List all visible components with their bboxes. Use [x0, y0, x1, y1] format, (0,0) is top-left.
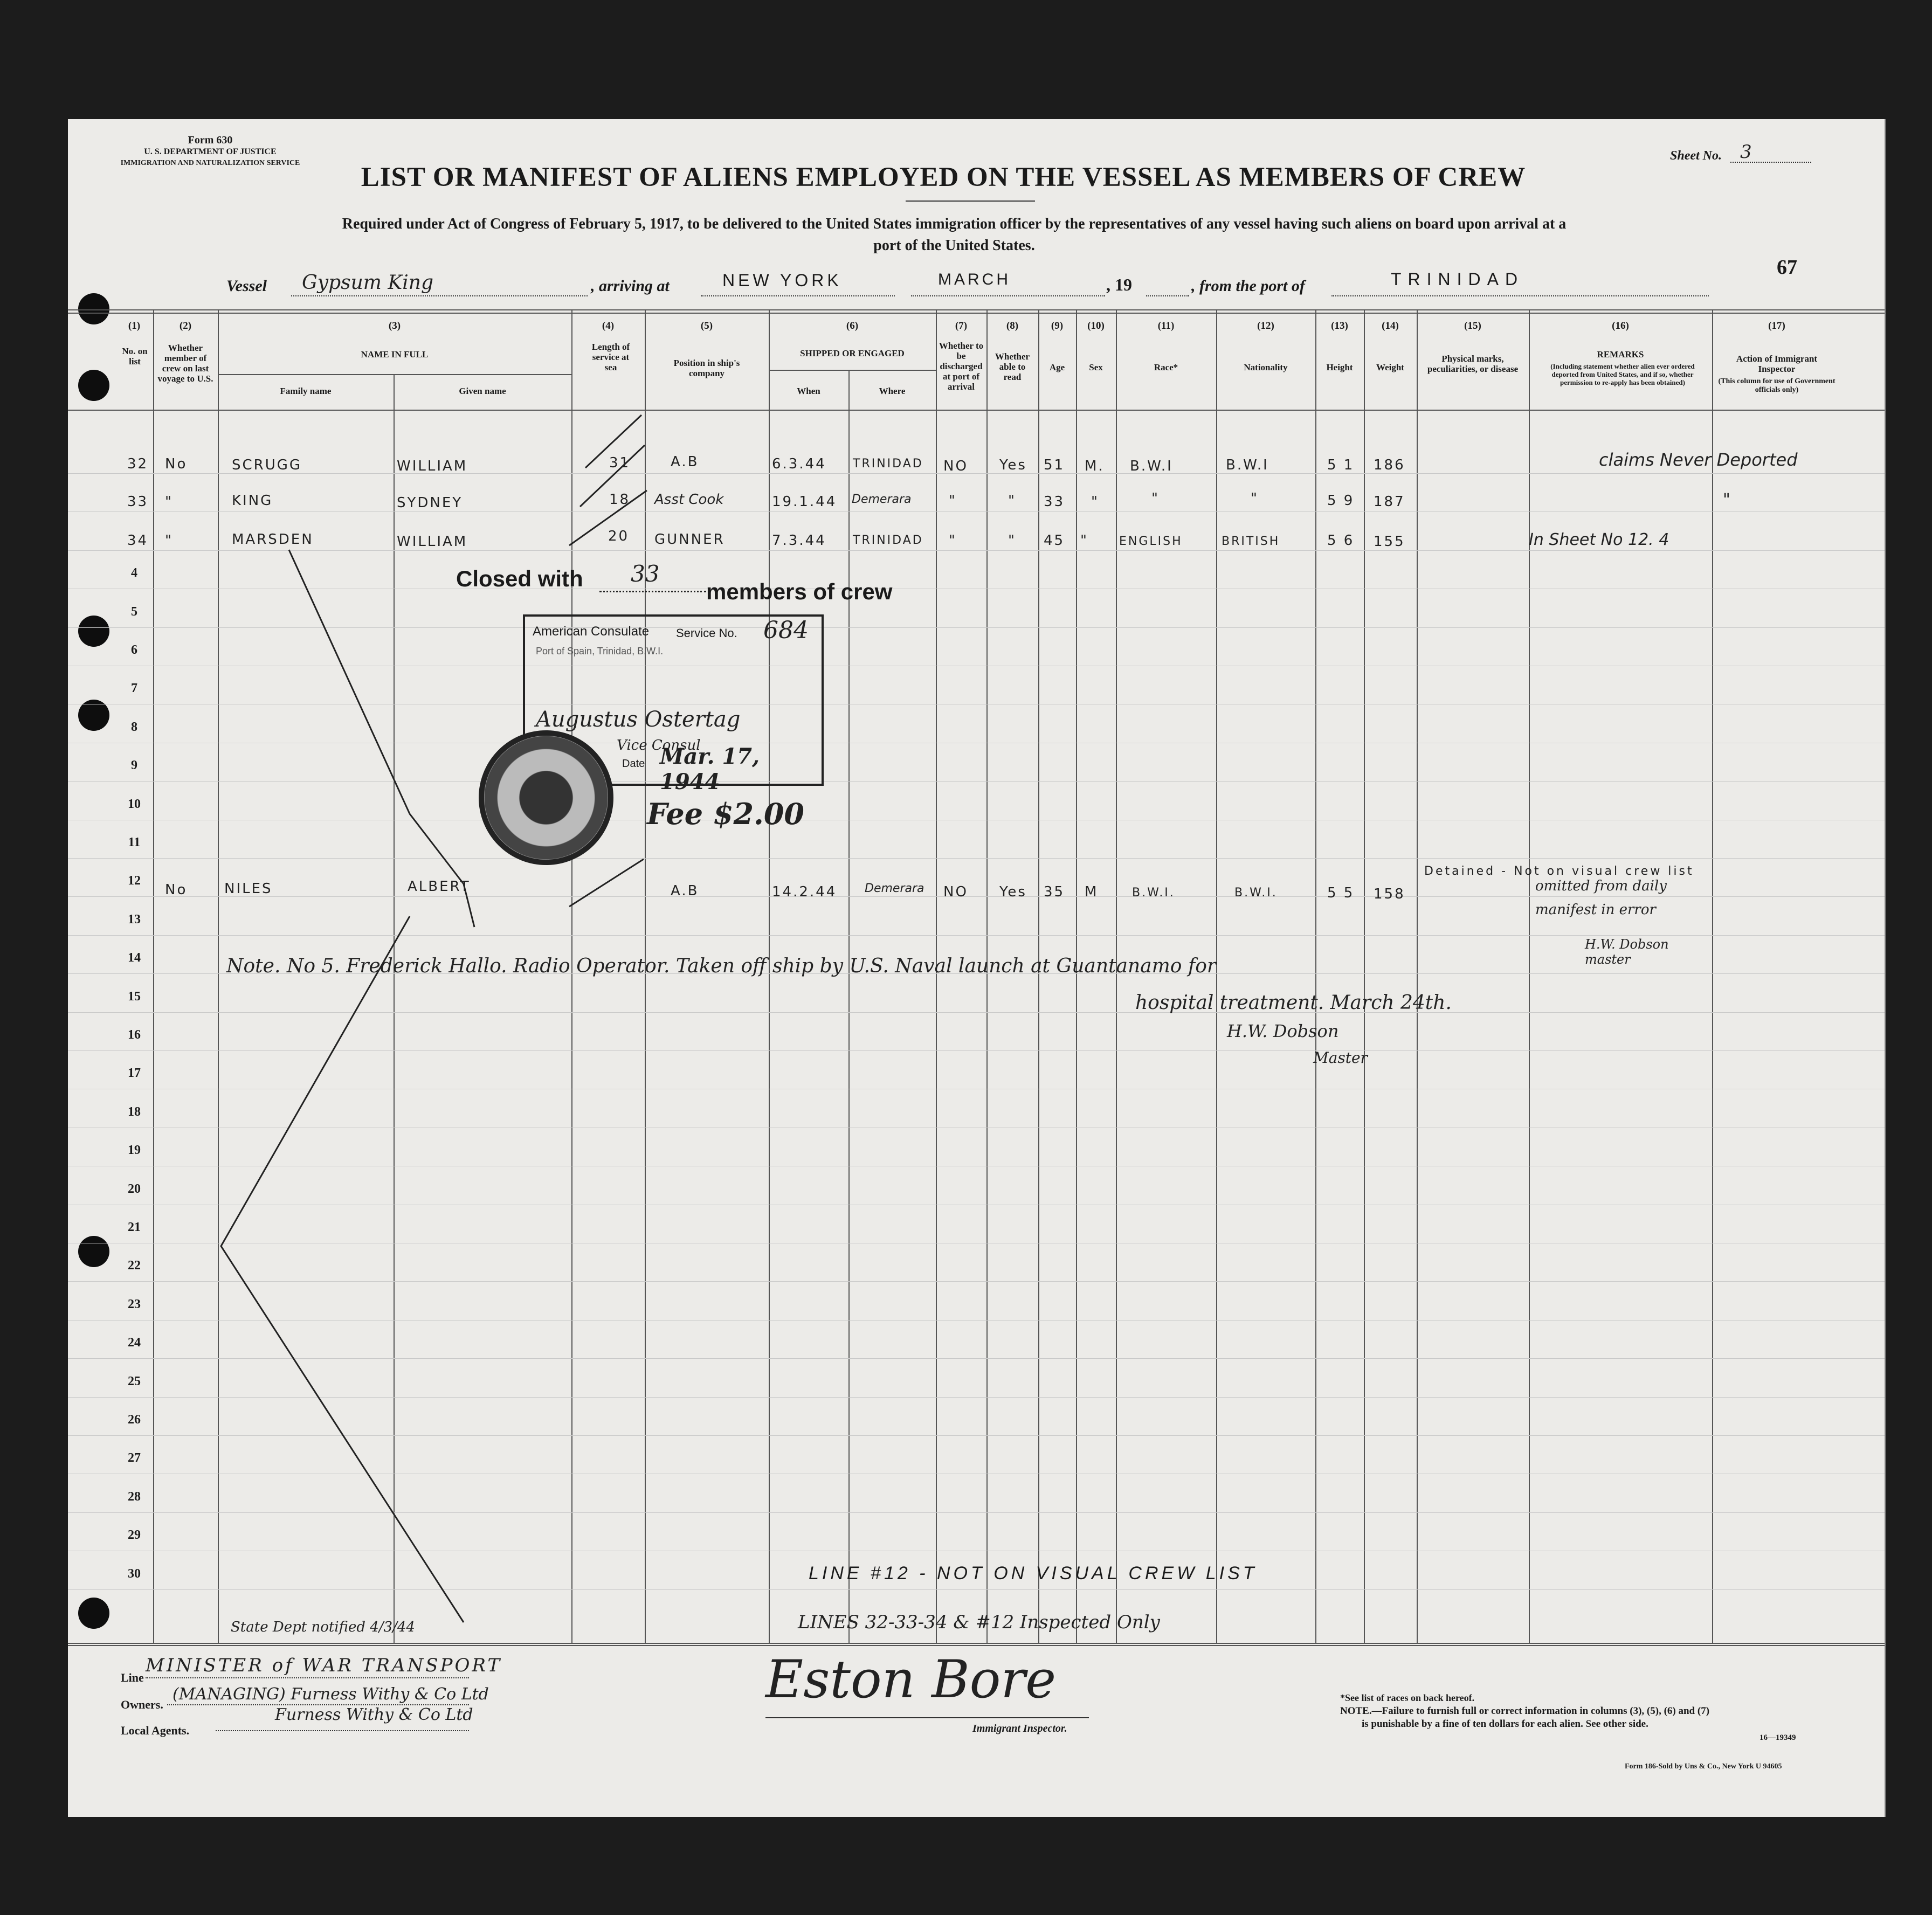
cell-prev-voyage: "	[165, 494, 173, 510]
cell-discharge: NO	[943, 884, 968, 900]
col-number: (2)	[179, 320, 192, 331]
bracket-upper	[289, 550, 474, 927]
cell-given-name: WILLIAM	[397, 534, 468, 550]
col-heading: Height	[1326, 362, 1353, 372]
subheading-where: Where	[879, 386, 906, 396]
agents-underline	[216, 1730, 469, 1731]
subheading-family-name: Family name	[280, 386, 332, 396]
state-dept-note: State Dept notified 4/3/44	[231, 1619, 415, 1635]
cell-sex: "	[1091, 494, 1099, 510]
cell-prev-voyage: No	[165, 882, 188, 898]
col-heading: Race*	[1154, 362, 1178, 372]
cell-sex: M	[1085, 884, 1099, 900]
col-number: (8)	[1006, 320, 1019, 331]
agents-label: Local Agents.	[121, 1724, 190, 1737]
cell-read: Yes	[999, 884, 1027, 900]
col-heading: SHIPPED OR ENGAGED	[800, 348, 905, 358]
subheading-given-name: Given name	[459, 386, 506, 396]
subtitle-line-1: Required under Act of Congress of February 5, 1917, to be delivered to the United States immigration officer by the representatives of any vessel having such aliens on board upon arrival at a	[342, 216, 1567, 232]
agents-value: Furness Withy & Co Ltd	[275, 1705, 473, 1724]
cell-position: Asst Cook	[654, 492, 724, 508]
col-heading: Physical marks, peculiarities, or disease	[1427, 354, 1519, 374]
col-heading: Position in ship's company	[673, 358, 740, 378]
vessel-label: Vessel	[226, 277, 267, 295]
cell-race: ENGLISH	[1119, 535, 1183, 548]
vessel-name: Gypsum King	[302, 272, 434, 294]
col-number: (10)	[1087, 320, 1105, 331]
cell-service: 20	[608, 528, 630, 544]
service-stroke	[569, 859, 644, 907]
cell-read: "	[1008, 533, 1016, 549]
row-number: 5	[131, 604, 137, 619]
subheading-when: When	[797, 386, 820, 396]
cell-age: 45	[1044, 533, 1065, 549]
row-number: 20	[128, 1181, 141, 1196]
service-no: 684	[763, 617, 809, 644]
owners-label: Owners.	[121, 1698, 163, 1711]
cell-age: 33	[1044, 494, 1065, 510]
row-number: 15	[128, 989, 141, 1004]
form-number: Form 630	[188, 134, 233, 146]
failure-note-2: is punishable by a fine of ten dollars for each alien. See other side.	[1362, 1718, 1648, 1730]
cell-when: 19.1.44	[772, 494, 837, 510]
cell-when: 14.2.44	[772, 884, 837, 900]
cell-prev-voyage: No	[165, 456, 188, 472]
remarks-note: (Including statement whether alien ever ordered deported from United States, and if so, whether permission to re-apply has been obtained)	[1550, 362, 1695, 386]
col-number: (16)	[1612, 320, 1629, 331]
page-number: 67	[1777, 256, 1797, 279]
col-number: (14)	[1382, 320, 1399, 331]
cell-where: Demerara	[865, 882, 924, 895]
line-underline	[146, 1677, 469, 1678]
owners-value: (MANAGING) Furness Withy & Co Ltd	[172, 1685, 489, 1704]
cell-when: 7.3.44	[772, 533, 826, 549]
cell-no: 33	[127, 494, 149, 510]
cell-family-name: SCRUGG	[232, 457, 302, 473]
col-number: (17)	[1768, 320, 1785, 331]
row-number: 8	[131, 720, 137, 734]
col-number: (7)	[955, 320, 968, 331]
printer-line: Form 186-Sold by Uns & Co., New York U 94605	[1625, 1762, 1782, 1771]
cell-position: A.B	[671, 454, 699, 470]
service-stroke	[569, 490, 647, 545]
col-heading: No. on list	[122, 346, 148, 367]
cell-no: 34	[127, 533, 149, 549]
cell-nationality: BRITISH	[1222, 535, 1280, 548]
service-name: IMMIGRATION AND NATURALIZATION SERVICE	[120, 159, 300, 167]
row-number: 19	[128, 1143, 141, 1158]
inspector-signature: Eston Bore	[765, 1649, 1057, 1710]
row-number: 24	[128, 1336, 141, 1350]
row-number: 29	[128, 1528, 141, 1543]
cell-height: 5 5	[1327, 885, 1355, 901]
row-number: 7	[131, 681, 137, 696]
closed-with-label: Closed with	[456, 566, 583, 591]
cell-where: Demerara	[852, 493, 912, 506]
note-signature-1: H.W. Dobson	[1227, 1021, 1339, 1041]
cell-race: B.W.I.	[1132, 886, 1175, 900]
service-stroke	[580, 445, 645, 507]
col-number: (6)	[846, 320, 859, 331]
from-port: TRINIDAD	[1391, 269, 1524, 289]
cell-where: TRINIDAD	[853, 457, 923, 471]
col-number: (11)	[1157, 320, 1175, 331]
row-number: 18	[128, 1104, 141, 1119]
row-number: 10	[128, 797, 141, 811]
lines-inspected-note: LINES 32-33-34 & #12 Inspected Only	[798, 1612, 1160, 1633]
inspector-label: Immigrant Inspector.	[972, 1723, 1067, 1734]
line12-note: LINE #12 - NOT ON VISUAL CREW LIST	[809, 1563, 1258, 1584]
cell-when: 6.3.44	[772, 456, 826, 472]
cell-race: "	[1151, 490, 1160, 507]
cell-weight: 158	[1374, 886, 1405, 902]
cell-nationality: B.W.I	[1226, 457, 1269, 473]
line-label: Line	[121, 1671, 144, 1684]
department: U. S. DEPARTMENT OF JUSTICE	[144, 147, 277, 156]
note-line-2: hospital treatment. March 24th.	[1135, 992, 1452, 1014]
cell-weight: 155	[1374, 534, 1405, 550]
cell-service: 18	[609, 492, 631, 508]
page-title: LIST OR MANIFEST OF ALIENS EMPLOYED ON THE VESSEL AS MEMBERS OF CREW	[361, 162, 1526, 192]
inspector-underline	[765, 1717, 1089, 1718]
row-number: 11	[128, 835, 141, 849]
row-number: 30	[128, 1566, 141, 1581]
sheet-label: Sheet No.	[1670, 149, 1722, 163]
col-heading: Whether member of crew on last voyage to U.S.	[157, 343, 213, 384]
subtitle-line-2: port of the United States.	[873, 237, 1035, 254]
consulate-place: Port of Spain, Trinidad, B.W.I.	[536, 646, 664, 656]
service-no-label: Service No.	[676, 626, 737, 640]
cell-discharge: "	[949, 493, 957, 509]
row-number: 21	[128, 1220, 141, 1234]
failure-note-1: NOTE.—Failure to furnish full or correct information in columns (3), (5), (6) and (7)	[1340, 1705, 1710, 1717]
vice-consul-label: Vice Consul	[617, 737, 701, 753]
cell-given-name: SYDNEY	[397, 495, 463, 511]
col-heading: Age	[1049, 362, 1065, 372]
row-number: 6	[131, 643, 137, 657]
row-number: 12	[128, 874, 141, 888]
cell-prev-voyage: "	[165, 533, 173, 549]
col-number: (9)	[1051, 320, 1064, 331]
cell-age: 35	[1044, 884, 1065, 900]
cell-weight: 187	[1374, 494, 1405, 510]
cell-discharge: NO	[943, 458, 968, 474]
members-of-crew-label: members of crew	[706, 579, 893, 604]
cell-family-name: NILES	[224, 881, 273, 897]
col-heading: Sex	[1089, 362, 1103, 372]
omitted-note: omitted from daily manifest in error	[1535, 878, 1667, 918]
col-heading: Action of Immigrant Inspector	[1736, 354, 1818, 374]
cell-given-name: ALBERT	[408, 879, 471, 895]
date-label: Date	[622, 758, 645, 770]
col-number: (1)	[128, 320, 141, 331]
cell-age: 51	[1044, 457, 1065, 473]
row-number: 17	[128, 1066, 141, 1081]
from-port-label: , from the port of	[1191, 277, 1305, 295]
arriving-port: NEW YORK	[722, 271, 842, 290]
cell-remarks: Detained - Not on visual crew list	[1424, 865, 1694, 878]
cell-family-name: KING	[232, 493, 273, 509]
arrival-month: MARCH	[938, 271, 1011, 288]
sheet-number: 3	[1740, 141, 1752, 163]
col-number: (13)	[1331, 320, 1348, 331]
cell-nationality: B.W.I.	[1234, 886, 1278, 900]
form-code: 16—19349	[1760, 1733, 1796, 1742]
cell-height: 5 1	[1327, 457, 1355, 473]
col-number: (4)	[602, 320, 615, 331]
closed-count: 33	[631, 561, 660, 587]
cell-sex: "	[1080, 533, 1088, 549]
cell-remarks: In Sheet No 12. 4	[1529, 530, 1669, 549]
footer-rule	[68, 1645, 1885, 1646]
col-number: (3)	[388, 320, 401, 331]
cell-race: B.W.I	[1130, 458, 1173, 474]
row-number: 23	[128, 1297, 141, 1311]
row-number: 22	[128, 1259, 141, 1273]
cell-service: 31	[609, 455, 631, 471]
col-number: (5)	[700, 320, 713, 331]
cell-given-name: WILLIAM	[397, 458, 468, 474]
cell-no: 32	[127, 456, 149, 472]
line-value: MINISTER of WAR TRANSPORT	[146, 1655, 502, 1676]
cell-height: 5 6	[1327, 533, 1355, 549]
col-heading: Whether able to read	[995, 351, 1030, 382]
col-number: (12)	[1257, 320, 1274, 331]
cell-where: TRINIDAD	[853, 534, 923, 547]
cell-position: GUNNER	[654, 531, 725, 548]
row-number: 28	[128, 1489, 141, 1504]
consul-signature: Augustus Ostertag	[536, 707, 741, 732]
cell-height: 5 9	[1327, 493, 1355, 509]
note-line-1: Note. No 5. Frederick Hallo. Radio Operator. Taken off ship by U.S. Naval launch at Guantanamo for	[226, 955, 1217, 977]
consulate-title: American Consulate	[533, 624, 650, 639]
col-heading: NAME IN FULL	[361, 349, 429, 360]
cell-family-name: MARSDEN	[232, 531, 314, 548]
arriving-label: , arriving at	[591, 277, 670, 295]
cell-sex: M.	[1085, 458, 1105, 474]
col-heading: REMARKS	[1597, 349, 1644, 360]
service-stroke	[585, 415, 641, 468]
cell-read: Yes	[999, 457, 1027, 473]
col-heading: Weight	[1376, 362, 1404, 372]
cell-read: "	[1008, 493, 1016, 509]
col-heading: Whether to be discharged at port of arrival	[939, 341, 984, 392]
row-number: 4	[131, 566, 137, 580]
action-note: (This column for use of Government officials only)	[1718, 377, 1836, 394]
row-number: 13	[128, 912, 141, 927]
date-value: Mar. 17, 1944	[660, 744, 760, 794]
col-heading: Length of service at sea	[591, 342, 630, 372]
cell-discharge: "	[949, 533, 957, 549]
cell-nationality: "	[1251, 490, 1259, 507]
row-number: 26	[128, 1413, 141, 1427]
col-heading: Nationality	[1244, 362, 1288, 372]
races-note: *See list of races on back hereof.	[1340, 1692, 1475, 1703]
year-prefix: , 19	[1106, 275, 1132, 294]
cell-remarks: claims Never Deported	[1599, 450, 1798, 470]
cell-remarks: "	[1723, 490, 1732, 509]
row-number: 14	[128, 951, 141, 965]
row-number: 25	[128, 1374, 141, 1388]
row-number: 27	[128, 1451, 141, 1465]
bracket-lower	[221, 916, 464, 1622]
fee: Fee $2.00	[647, 797, 804, 831]
row-number: 16	[128, 1028, 141, 1042]
cell-position: A.B	[671, 883, 699, 899]
col-number: (15)	[1464, 320, 1481, 331]
row-number: 9	[131, 758, 137, 773]
note-signature-2: Master	[1313, 1049, 1368, 1067]
cell-weight: 186	[1374, 457, 1405, 473]
omitted-signature: H.W. Dobson master	[1585, 937, 1669, 967]
